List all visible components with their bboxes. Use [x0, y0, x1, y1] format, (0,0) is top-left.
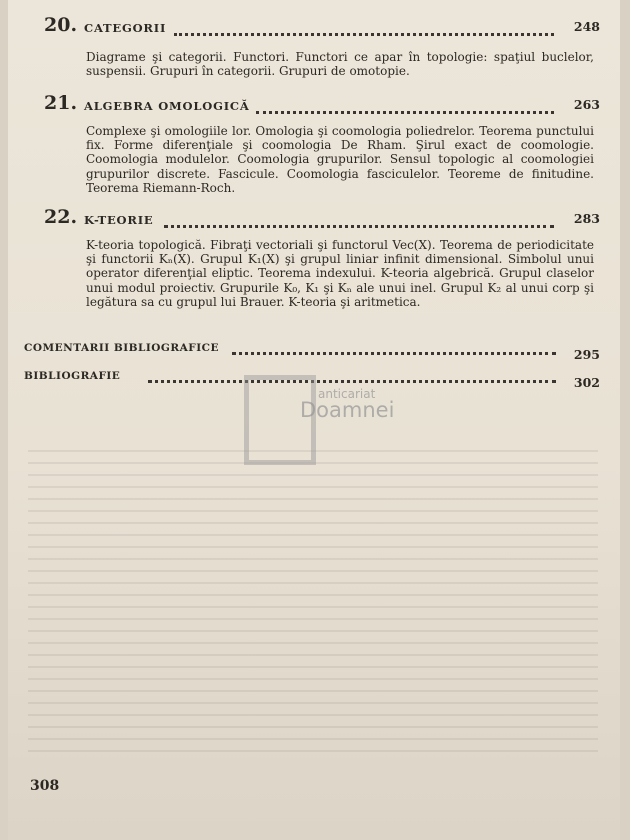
page-number: 302 [573, 375, 600, 390]
chapter-number: 21. [44, 92, 78, 114]
section-title: BIBLIOGRAFIE [24, 370, 121, 382]
watermark-text-small: anticariat [318, 387, 376, 401]
chapter-title: K-TEORIE [84, 213, 154, 227]
chapter-description: Diagrame şi categorii. Functori. Functori ce apar în topologie: spaţiul buclelor, suspensii. Grupuri în categorii. Grupuri de omotopie. [86, 50, 594, 79]
bleed-through [28, 440, 598, 760]
chapter-title: ALGEBRA OMOLOGICĂ [84, 99, 250, 113]
chapter-number: 20. [44, 14, 78, 36]
page-number: 248 [573, 19, 600, 34]
book-page [8, 0, 620, 840]
chapter-description: K-teoria topologică. Fibraţi vectoriali şi functorul Vec(X). Teorema de periodicitate şi functorii Kₙ(X). Grupul K₁(X) şi grupul liniar infinit dimensional. Simbolul unui operator diferenţial eliptic. Teorema indexului. K-teoria algebrică. Grupul claselor unui modul proiectiv. Grupurile K₀, K₁ şi Kₙ ale unui inel. Grupul K₂ al unui corp şi legătura sa cu grupul lui Brauer. K-teoria şi aritmetica. [86, 238, 594, 309]
page-number: 263 [573, 97, 600, 112]
dot-leader [256, 101, 554, 114]
toc-entry-comentarii [24, 340, 600, 362]
page-number: 295 [573, 347, 600, 362]
toc-entry-22 [34, 206, 600, 309]
dot-leader [174, 23, 554, 36]
section-title: COMENTARII BIBLIOGRAFICE [24, 342, 219, 354]
chapter-title: CATEGORII [84, 21, 167, 35]
folio-page-number: 308 [30, 778, 60, 794]
page-number: 283 [573, 211, 600, 226]
dot-leader [148, 370, 556, 383]
dot-leader [232, 342, 556, 355]
watermark-text: Doamnei [300, 398, 395, 422]
toc-entry-21 [34, 92, 600, 195]
chapter-number: 22. [44, 206, 78, 228]
dot-leader [164, 215, 554, 228]
toc-entry-20 [34, 14, 600, 79]
chapter-description: Complexe şi omologiile lor. Omologia şi coomologia poliedrelor. Teorema punctului fix. Forme diferenţiale şi coomologia De Rham. Şirul exact de coomologie. Coomologia modulelor. Coomologia grupurilor. Sensul topologic al coomologiei grupurilor discrete. Fascicule. Coomologia fasciculelor. Teoreme de finitudine. Teorema Riemann-Roch. [86, 124, 594, 195]
